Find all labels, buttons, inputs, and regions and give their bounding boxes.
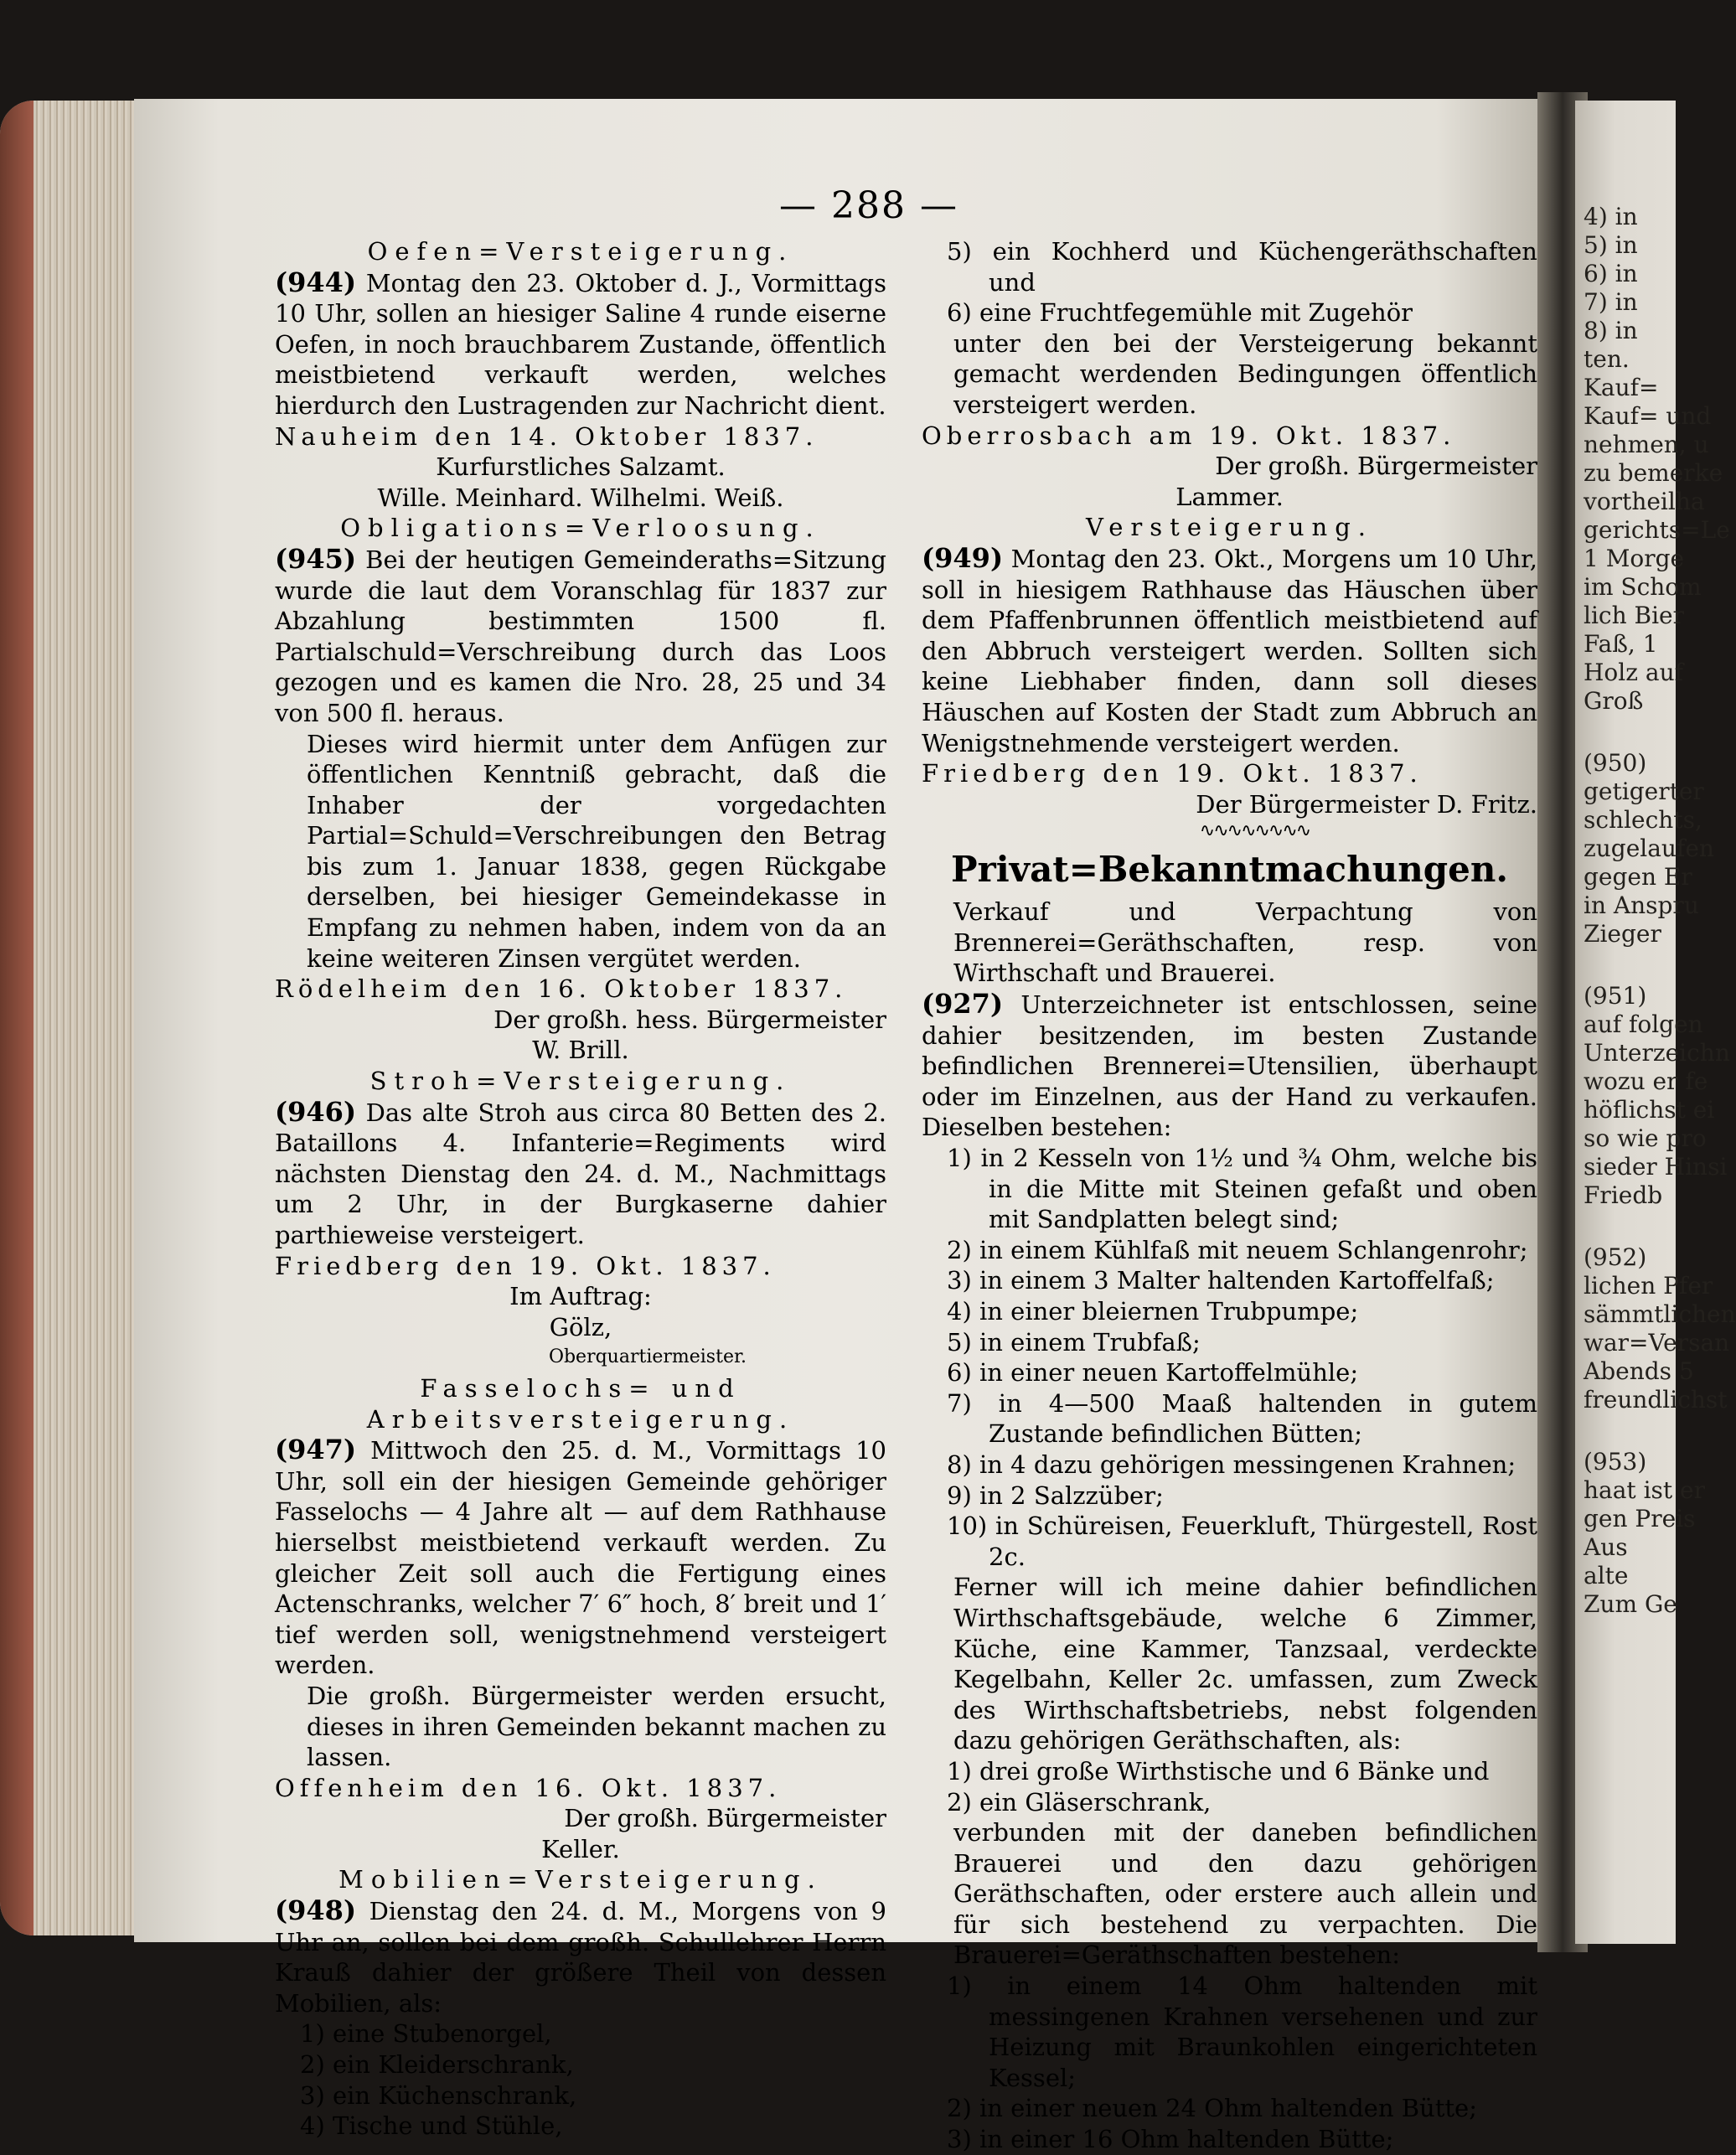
notice-entry <box>275 1434 886 1681</box>
fragment-line: vortheilha <box>1584 488 1705 515</box>
notice-number: (946) <box>275 1095 357 1128</box>
fragment-line: Friedb <box>1584 1181 1663 1209</box>
fragment-line: nehmen, u <box>1584 431 1709 458</box>
dateline: Friedberg den 19. Okt. 1837. <box>275 1251 776 1280</box>
fragment-line: (950) <box>1584 749 1647 777</box>
notice-number: (949) <box>922 541 1004 574</box>
fragment-line: 1 Morge <box>1584 545 1685 572</box>
section-heading: Obligations=Verloosung. <box>340 514 821 543</box>
signature: Wille. Meinhard. Wilhelmi. Weiß. <box>377 483 784 512</box>
fragment-line: lich Bier <box>1584 602 1685 629</box>
fragment-line: 5) in <box>1584 231 1638 259</box>
fragment-line: haat ist er <box>1584 1476 1706 1504</box>
list-item: 3) in einer 16 Ohm haltenden Bütte; <box>947 2125 1394 2154</box>
fragment-line: lichen Pfer <box>1584 1272 1713 1300</box>
notice-text: Bei der heutigen Gemeinderaths=Sitzung wurde die laut dem Voranschlag für 1837 zur Abzahlung bestimmten 1500 fl. Partialschuld=Verschreibung durch das Loos gezogen und es kamen die Nro. 28, 25 und 34 von 500 fl. heraus. <box>275 545 886 727</box>
signature: Gölz, <box>549 1312 612 1341</box>
fragment-line: 8) in <box>1584 317 1638 344</box>
dateline: Friedberg den 19. Okt. 1837. <box>922 759 1423 788</box>
fragment-line: Unterzeichn <box>1584 1039 1730 1067</box>
paragraph: Verkauf und Verpachtung von Brennerei=Geräthschaften, resp. von Wirthschaft und Brauerei. <box>953 897 1537 988</box>
notice-entry <box>922 989 1537 1143</box>
fragment-line: schlechts, <box>1584 806 1702 834</box>
fragment-line: gen Preis <box>1584 1505 1696 1532</box>
fragment-line: alte <box>1584 1562 1629 1589</box>
list-item: 5) in einem Trubfaß; <box>947 1327 1201 1357</box>
fragment-line: Kauf= <box>1584 374 1659 401</box>
fragment-line: war=Versan <box>1584 1329 1730 1357</box>
fragment-line: Zum Ge <box>1584 1590 1677 1618</box>
fragment-line: ten. <box>1584 345 1630 373</box>
notice-number: (948) <box>275 1894 357 1927</box>
fragment-line: 7) in <box>1584 288 1638 316</box>
signature: Der großh. Bürgermeister <box>1215 452 1537 481</box>
fragment-line: (951) <box>1584 982 1647 1010</box>
fragment-line: 6) in <box>1584 260 1638 287</box>
notice-text: Montag den 23. Oktober d. J., Vormittags 10 Uhr, sollen an hiesiger Saline 4 runde eiserne Oefen, in noch brauchbarem Zustande, öffentlich meistbietend verkauft werden, welches hierdurch den Lustragenden zur Nachricht dient. <box>275 268 886 420</box>
dateline: Rödelheim den 16. Oktober 1837. <box>275 974 848 1004</box>
section-title: Privat=Bekanntmachungen. <box>951 849 1508 891</box>
notice-number: (947) <box>275 1434 357 1466</box>
left-column <box>275 236 886 2142</box>
fragment-line: gerichts=Le <box>1584 516 1730 544</box>
fragment-line: zu bemerke <box>1584 459 1723 487</box>
list-item: 4) in einer bleiernen Trubpumpe; <box>947 1297 1359 1326</box>
dateline: Oberrosbach am 19. Okt. 1837. <box>922 421 1456 450</box>
paragraph: verbunden mit der daneben befindlichen Brauerei und den dazu gehörigen Geräthschaften, oder erstere auch allein und für sich bestehend zu verpachten. Die Brauerei=Geräthschaften bestehen: <box>953 1818 1537 1970</box>
fragment-line: Zieger <box>1584 920 1661 948</box>
list-item: 9) in 2 Salzzüber; <box>947 1481 1164 1510</box>
notice-entry <box>275 1895 886 2018</box>
fragment-line: gegen Er <box>1584 863 1692 891</box>
notice-number: (927) <box>922 988 1004 1021</box>
fragment-line: zugelaufen <box>1584 835 1714 862</box>
fragment-line: höflichst ei <box>1584 1096 1715 1124</box>
fragment-line: wozu er fe <box>1584 1067 1708 1095</box>
notice-text: Das alte Stroh aus circa 80 Betten des 2. Bataillons 4. Infanterie=Regiments wird nächsten Dienstag den 24. d. M., Nachmittags um 2 Uhr, in der Burgkaserne dahier parthieweise versteigert. <box>275 1098 886 1249</box>
paragraph: Die großh. Bürgermeister werden ersucht, dieses in ihren Gemeinden bekannt machen zu lassen. <box>307 1681 886 1772</box>
fragment-line: sieder Hinsi <box>1584 1153 1728 1181</box>
list-item: 2) ein Kleiderschrank, <box>300 2050 574 2080</box>
fragment-line: Abends 5 <box>1584 1357 1694 1385</box>
section-heading: Fasselochs= und Arbeitsversteigerung. <box>366 1373 795 1434</box>
notice-text: Unterzeichneter ist entschlossen, seine dahier besitzenden, im besten Zustande befindlichen Brennerei=Utensilien, überhaupt oder im Einzelnen, aus der Hand zu verkaufen. Dieselben bestehen: <box>922 990 1537 1142</box>
list-item: 4) Tische und Stühle, <box>300 2111 563 2141</box>
signature: Im Auftrag: <box>509 1282 652 1311</box>
list-item: 2) in einem Kühlfaß mit neuem Schlangenrohr; <box>947 1235 1528 1264</box>
list-item: 7) in 4—500 Maaß haltenden in gutem Zustande befindlichen Bütten; <box>947 1388 1537 1449</box>
ornament: ∿∿∿∿∿∿∿∿ <box>1199 820 1310 842</box>
signature: Kurfurstliches Salzamt. <box>436 452 726 482</box>
fragment-line: Groß <box>1584 687 1644 715</box>
fragment-line: Faß, 1 <box>1584 630 1658 658</box>
list-item: 1) drei große Wirthstische und 6 Bänke und <box>947 1756 1490 1785</box>
notice-entry <box>275 544 886 729</box>
fragment-line: so wie pro <box>1584 1124 1707 1152</box>
page-edges <box>0 101 138 1935</box>
list-item: 3) ein Küchenschrank, <box>300 2080 577 2110</box>
dateline: Nauheim den 14. Oktober 1837. <box>275 421 819 451</box>
list-item: 1) in 2 Kesseln von 1½ und ¾ Ohm, welche bis in die Mitte mit Steinen gefaßt und oben mit Sandplatten belegt sind; <box>947 1144 1537 1234</box>
section-heading: Mobilien=Versteigerung. <box>338 1865 823 1894</box>
signature: Keller. <box>541 1834 620 1863</box>
section-heading: Oefen=Versteigerung. <box>367 237 794 266</box>
fragment-line: (952) <box>1584 1243 1647 1271</box>
signature: W. Brill. <box>532 1036 629 1065</box>
paragraph: unter den bei der Versteigerung bekannt gemacht werdenden Bedingungen öffentlich versteigert werden. <box>953 328 1537 419</box>
list-item: 10) in Schüreisen, Feuerkluft, Thürgestell, Rost 2c. <box>947 1512 1537 1571</box>
fragment-line: freundlichst <box>1584 1386 1728 1413</box>
list-item: 3) in einem 3 Malter haltenden Kartoffelfaß; <box>947 1266 1495 1295</box>
notice-text: Montag den 23. Okt., Morgens um 10 Uhr, soll in hiesigem Rathhause das Häuschen über dem Pfaffenbrunnen öffentlich meistbietend auf den Abbruch versteigert werden. Sollten sich keine Liebhaber finden, dann soll dieses Häuschen auf Kosten der Stadt zum Abbruch an Wenigstnehmende versteigert werden. <box>922 544 1537 757</box>
section-heading: Stroh=Versteigerung. <box>369 1067 792 1096</box>
fragment-line: Kauf= und <box>1584 402 1712 430</box>
paragraph: Dieses wird hiermit unter dem Anfügen zur öffentlichen Kenntniß gebracht, daß die Inhaber der vorgedachten Partial=Schuld=Verschreibungen den Betrag bis zum 1. Januar 1838, gegen Rückgabe derselben, bei hiesiger Gemeindekasse in Empfang zu nehmen haben, indem von da an keine weiteren Zinsen vergütet werden. <box>307 729 886 973</box>
notice-entry <box>922 543 1537 758</box>
right-column <box>922 236 1537 2155</box>
next-page-fragment <box>1575 101 1736 1944</box>
signature: Lammer. <box>1175 482 1284 511</box>
notice-text: Dienstag den 24. d. M., Morgens von 9 Uhr an, sollen bei dem großh. Schullehrer Herrn Krauß dahier der größere Theil von dessen Mobilien, als: <box>275 1897 886 2018</box>
signature-title: Oberquartiermeister. <box>548 1346 747 1368</box>
list-item: 1) in einem 14 Ohm haltenden mit messingenen Krahnen versehenen und zur Heizung mit Braunkohlen eingerichteten Kessel; <box>947 1972 1537 2092</box>
signature: Der Bürgermeister D. Fritz. <box>1196 789 1537 819</box>
section-heading: Versteigerung. <box>1085 513 1373 542</box>
notice-number: (944) <box>275 266 357 298</box>
list-item: 5) ein Kochherd und Küchengeräthschaften und <box>947 237 1537 297</box>
fragment-line: getigerter <box>1584 778 1704 805</box>
paragraph: Ferner will ich meine dahier befindlichen Wirthschaftsgebäude, welche 6 Zimmer, Küche, eine Kammer, Tanzsaal, verdeckte Kegelbahn, Keller 2c. umfassen, zum Zweck des Wirthschaftsbetriebs, nebst folgenden dazu gehörigen Geräthschaften, als: <box>953 1573 1537 1755</box>
notice-entry <box>275 267 886 421</box>
fragment-line: Aus <box>1584 1533 1628 1561</box>
list-item: 8) in 4 dazu gehörigen messingenen Krahnen; <box>947 1450 1516 1479</box>
page-number: — 288 — <box>779 184 958 227</box>
fragment-line: auf folgen <box>1584 1010 1703 1038</box>
notice-text: Mittwoch den 25. d. M., Vormittags 10 Uhr, soll ein der hiesigen Gemeinde gehöriger Fasselochs — 4 Jahre alt — auf dem Rathhause hierselbst meistbietend verkauft werden. Zu gleicher Zeit soll auch die Fertigung eines Actenschranks, welcher 7′ 6″ hoch, 8′ breit und 1′ tief werden soll, wenigstnehmend versteigert werden. <box>275 1436 886 1680</box>
signature: Der großh. Bürgermeister <box>564 1804 886 1833</box>
notice-entry <box>275 1097 886 1251</box>
fragment-line: sämmtlichen <box>1584 1300 1736 1328</box>
list-item: 6) in einer neuen Kartoffelmühle; <box>947 1358 1359 1388</box>
list-item: 6) eine Fruchtfegemühle mit Zugehör <box>947 298 1413 328</box>
fragment-line: Holz auf <box>1584 659 1683 686</box>
fragment-line: in Anspru <box>1584 891 1699 919</box>
list-item: 2) ein Gläserschrank, <box>947 1787 1212 1817</box>
list-item: 1) eine Stubenorgel, <box>300 2019 552 2049</box>
fragment-line: 4) in <box>1584 203 1638 230</box>
notice-number: (945) <box>275 542 357 575</box>
signature: Der großh. hess. Bürgermeister <box>493 1005 886 1034</box>
fragment-line: (953) <box>1584 1448 1647 1475</box>
list-item: 2) in einer neuen 24 Ohm haltenden Bütte; <box>947 2094 1477 2123</box>
fragment-line: im Schom <box>1584 573 1702 601</box>
dateline: Offenheim den 16. Okt. 1837. <box>275 1773 782 1802</box>
